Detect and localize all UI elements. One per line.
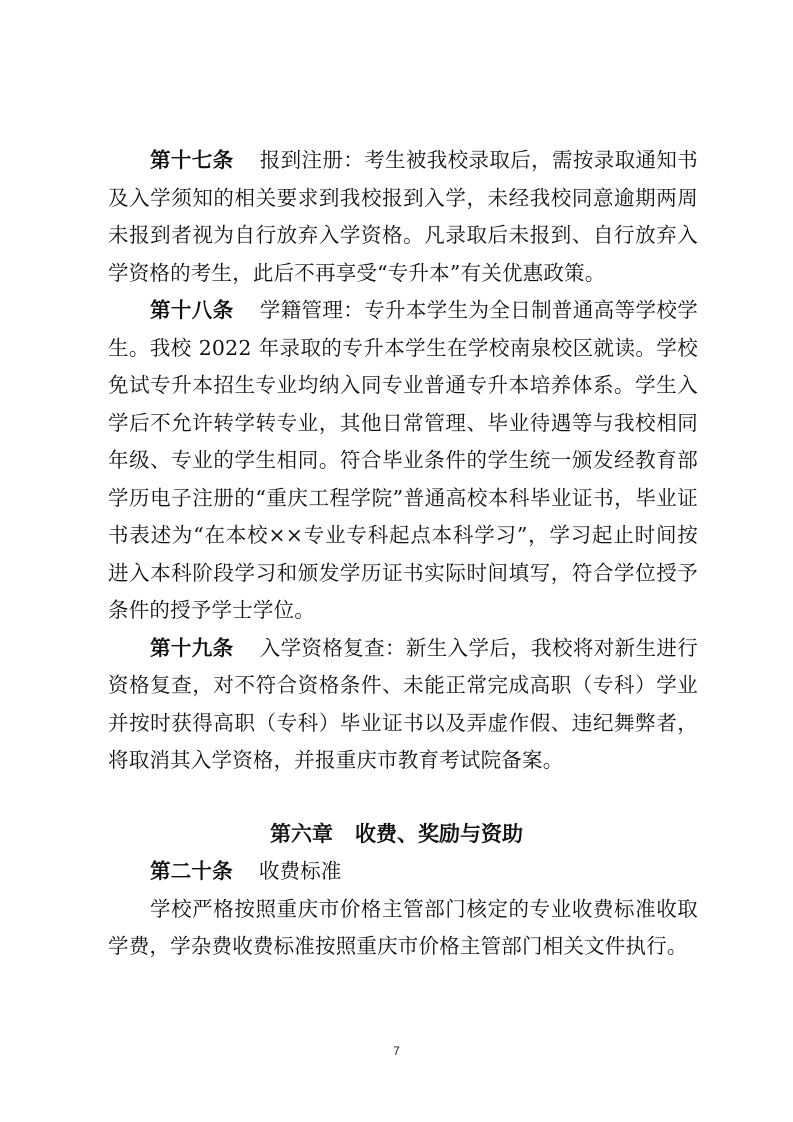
article-20-heading: 第二十条 xyxy=(150,859,233,883)
article-19-body: 入学资格复查：新生入学后，我校将对新生进行资格复查，对不符合资格条件、未能正常完成高职（专科）学业并按时获得高职（专科）毕业证书以及弄虚作假、违纪舞弊者，将取消其入学资格，并报重庆市教育考试院备案。 xyxy=(108,635,698,772)
articles-section xyxy=(108,142,698,780)
chapter-title xyxy=(0,816,793,853)
page-number: 7 xyxy=(393,1044,400,1058)
article-17 xyxy=(108,142,698,292)
article-18-body: 学籍管理：专升本学生为全日制普通高等学校学生。我校 2022 年录取的专升本学生在学校南泉校区就读。学校免试专升本招生专业均纳入同专业普通专升本培养体系。学生入学后不允许转学转专业，其他日常管理、毕业待遇等与我校相同年级、专业的学生相同。符合毕业条件的学生统一颁发经教育部学历电子注册的“重庆工程学院”普通高校本科毕业证书，毕业证书表述为“在本校××专业专科起点本科学习”，学习起止时间按进入本科阶段学习和颁发学历证书实际时间填写，符合学位授予条件的授予学士学位。 xyxy=(108,298,698,622)
article-18 xyxy=(108,292,698,630)
fees-section xyxy=(108,853,698,966)
chapter-number: 第六章 xyxy=(270,822,333,846)
article-19 xyxy=(108,630,698,780)
chapter-name: 收费、奖励与资助 xyxy=(355,822,523,846)
article-17-body: 报到注册：考生被我校录取后，需按录取通知书及入学须知的相关要求到我校报到入学，未经我校同意逾期两周未报到者视为自行放弃入学资格。凡录取后未报到、自行放弃入学资格的考生，此后不再享受“专升本”有关优惠政策。 xyxy=(108,148,698,285)
article-17-heading: 第十七条 xyxy=(150,148,234,172)
article-20 xyxy=(108,853,698,891)
fee-standard-paragraph: 学校严格按照重庆市价格主管部门核定的专业收费标准收取学费，学杂费收费标准按照重庆市价格主管部门相关文件执行。 xyxy=(108,896,698,958)
article-20-body: 收费标准 xyxy=(258,859,342,883)
article-18-heading: 第十八条 xyxy=(150,298,234,322)
article-19-heading: 第十九条 xyxy=(150,635,234,660)
